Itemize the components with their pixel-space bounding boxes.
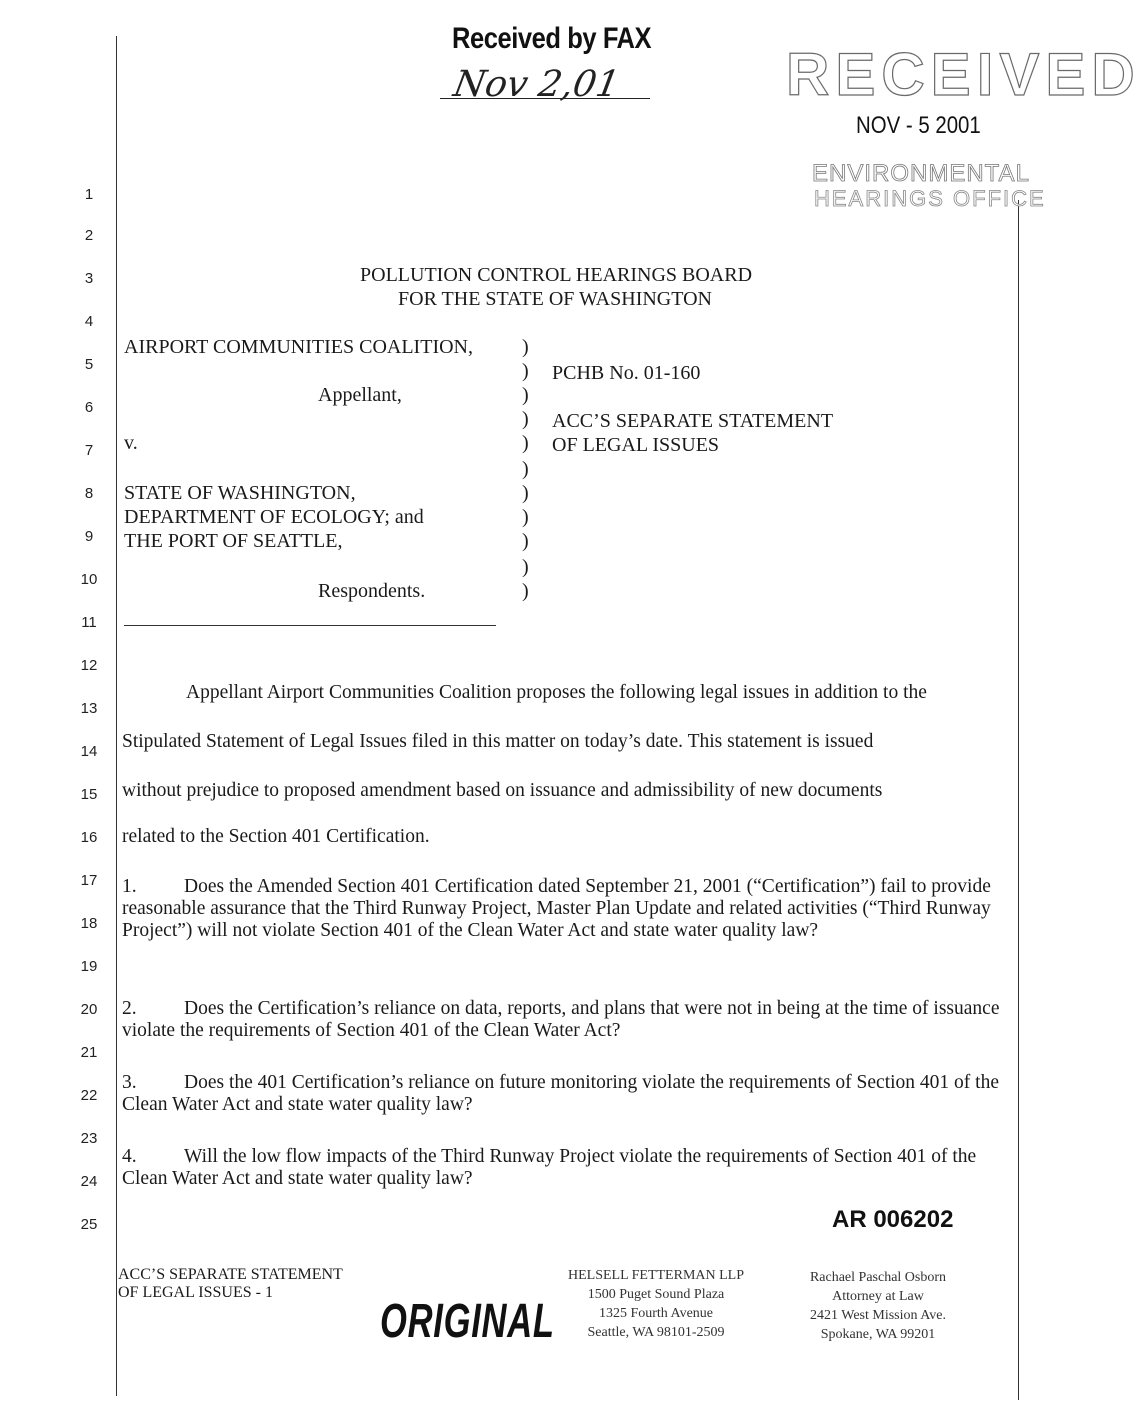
line-number: 25: [80, 1216, 98, 1233]
footer-title-line2: OF LEGAL ISSUES - 1: [118, 1284, 273, 1301]
intro-line: without prejudice to proposed amendment based on issuance and admissibility of new documents: [122, 780, 883, 801]
line-number: 11: [81, 614, 97, 631]
line-number: 22: [80, 1087, 98, 1104]
issue-text: Does the Amended Section 401 Certification dated September 21, 2001 (“Certification”) fail to provide reasonable assurance that the Third Runway Project, Master Plan Update and related activities (“Third Runway Project”) will not violate Section 401 of the Clean Water Act and state water quality law?: [122, 876, 991, 941]
fax-date-underline: [440, 98, 650, 99]
issue-text: Does the 401 Certification’s reliance on future monitoring violate the requirements of Section 401 of the Clean Water Act and state water quality law?: [122, 1072, 999, 1115]
caption-paren: ): [522, 336, 529, 358]
firm-block: [548, 1266, 764, 1342]
line-number: 3: [84, 270, 94, 287]
line-number: 1: [84, 186, 94, 203]
attorney-block: [780, 1268, 976, 1344]
intro-line: Appellant Airport Communities Coalition proposes the following legal issues in addition to the: [186, 682, 927, 703]
caption-paren: ): [522, 384, 529, 406]
board-title-line2: FOR THE STATE OF WASHINGTON: [398, 288, 712, 310]
fax-stamp-label: Received by FAX: [452, 22, 652, 55]
caption-underline: [124, 625, 496, 626]
caption-paren: ): [522, 360, 529, 382]
attorney-address-line2: Spokane, WA 99201: [820, 1327, 936, 1342]
line-number: 24: [80, 1173, 98, 1190]
received-stamp-date: NOV - 5 2001: [856, 112, 981, 139]
intro-line: related to the Section 401 Certification.: [122, 826, 430, 847]
issue-number: 4.: [122, 1146, 137, 1167]
received-stamp-word: RECEIVED: [786, 41, 1141, 108]
respondent-line2: DEPARTMENT OF ECOLOGY; and: [124, 506, 424, 528]
issue-text: Does the Certification’s reliance on data, reports, and plans that were not in being at the time of issuance violate the requirements of Section 401 of the Clean Water Act?: [122, 998, 1000, 1041]
received-stamp-office-line2: HEARINGS OFFICE: [814, 186, 1046, 211]
line-number: 14: [80, 743, 98, 760]
right-margin-rule: [1018, 200, 1019, 1400]
line-number: 21: [80, 1044, 98, 1061]
issue-number: 3.: [122, 1072, 137, 1093]
respondent-line3: THE PORT OF SEATTLE,: [124, 530, 343, 552]
line-number: 6: [84, 399, 94, 416]
firm-address-line3: Seattle, WA 98101-2509: [587, 1325, 725, 1340]
issue-text: Will the low flow impacts of the Third Runway Project violate the requirements of Section 401 of the Clean Water Act and state water quality law?: [122, 1146, 977, 1189]
line-number: 10: [80, 571, 98, 588]
firm-address-line2: 1325 Fourth Avenue: [598, 1306, 714, 1321]
document-title-line1: ACC’S SEPARATE STATEMENT: [552, 410, 834, 432]
attorney-title: Attorney at Law: [832, 1289, 924, 1304]
firm-name: HELSELL FETTERMAN LLP: [567, 1268, 745, 1283]
caption-paren: ): [522, 408, 529, 430]
line-number: 4: [84, 313, 94, 330]
issue-number: 1.: [122, 876, 137, 897]
caption-paren: ): [522, 458, 529, 480]
caption-paren: ): [522, 506, 529, 528]
attorney-name: Rachael Paschal Osborn: [809, 1270, 947, 1285]
line-number: 5: [84, 356, 94, 373]
received-stamp: [780, 40, 1141, 220]
appellant-role: Appellant,: [318, 384, 402, 406]
caption-paren: ): [522, 432, 529, 454]
case-number: PCHB No. 01-160: [552, 362, 701, 384]
respondent-line1: STATE OF WASHINGTON,: [124, 482, 356, 504]
left-margin-rule: [116, 36, 117, 1396]
fax-handwritten-date: Nov 2,01: [450, 64, 623, 105]
issue-number: 2.: [122, 998, 137, 1019]
line-number: 23: [80, 1130, 98, 1147]
line-number: 15: [80, 786, 98, 803]
caption-paren: ): [522, 556, 529, 578]
original-stamp: ORIGINAL: [380, 1295, 555, 1348]
line-number: 20: [80, 1001, 98, 1018]
document-title-line2: OF LEGAL ISSUES: [552, 434, 720, 456]
line-number: 8: [84, 485, 94, 502]
caption-paren: ): [522, 580, 529, 602]
versus: v.: [124, 432, 138, 454]
line-number: 16: [80, 829, 98, 846]
line-number: 2: [84, 227, 94, 244]
footer-title-line1: ACC’S SEPARATE STATEMENT: [118, 1266, 343, 1283]
board-title-line1: POLLUTION CONTROL HEARINGS BOARD: [360, 264, 753, 286]
line-number: 9: [84, 528, 94, 545]
appellant-name: AIRPORT COMMUNITIES COALITION,: [124, 336, 473, 358]
line-number: 18: [80, 915, 98, 932]
respondent-role: Respondents.: [318, 580, 426, 602]
caption-paren: ): [522, 530, 529, 552]
line-number: 19: [80, 958, 98, 975]
intro-line: Stipulated Statement of Legal Issues filed in this matter on today’s date. This statement is issued: [122, 731, 874, 752]
firm-address-line1: 1500 Puget Sound Plaza: [587, 1287, 725, 1302]
bates-number: AR 006202: [832, 1206, 954, 1233]
attorney-address-line1: 2421 West Mission Ave.: [809, 1308, 947, 1323]
line-number: 12: [80, 657, 98, 674]
received-stamp-office-line1: ENVIRONMENTAL: [812, 160, 1030, 187]
line-number: 17: [80, 872, 98, 889]
caption-paren: ): [522, 482, 529, 504]
line-number: 13: [80, 700, 98, 717]
line-number: 7: [84, 442, 94, 459]
